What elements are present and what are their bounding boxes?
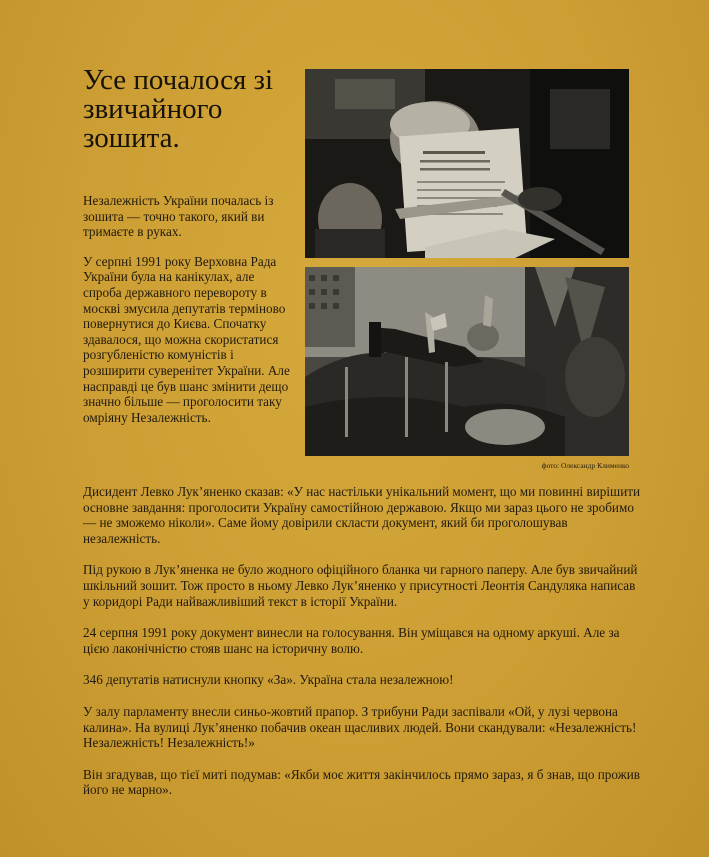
photo-crowd-celebration: [305, 267, 629, 456]
intro-text: [83, 193, 295, 439]
body-text: [83, 484, 643, 814]
body-paragraph: У залу парламенту внесли синьо-жовтий прапор. З трибуни Ради заспівали «Ой, у лузі червона калина». На вулиці Лук’яненко побачив океан щасливих людей. Вони скандували: «Незалежність! Незалежність! Незалежність!»: [83, 703, 637, 751]
photo-caption: фото: Олександр Клименко: [541, 461, 629, 470]
photo-crowd-image: [305, 267, 629, 456]
photo-speaker-with-document: [305, 69, 629, 258]
page-title: Усе почалося зі звичайного зошита.: [83, 64, 274, 154]
body-paragraph: 24 серпня 1991 року документ винесли на голосування. Він уміщався на одному аркуші. Але за цією лаконічністю стояв шанс на історичну волю.: [83, 625, 620, 656]
body-paragraph: Дисидент Левко Лук’яненко сказав: «У нас настільки унікальний момент, що ми повинні вирішити основне завдання: проголосити Україну самостійною державою. Якщо ми зараз цього не зробимо — не зможемо ніколи». Саме йому довірили скласти документ, який би проголошував незалежність.: [83, 484, 641, 546]
body-paragraph: Під рукою в Лук’яненка не було жодного офіційного бланка чи гарного паперу. Але був звичайний шкільний зошит. Тож просто в ньому Левко Лук’яненко у присутності Леонтія Сандуляка написав у коридорі Ради найважливіший текст в історії України.: [83, 562, 638, 609]
intro-paragraph: У серпні 1991 року Верховна Рада України була на канікулах, але спроба державного перевороту в москві змусила депутатів терміново повернутися до Києва. Спочатку здавалося, що можна скористатися розгубленістю комуністів і розширити суверенітет України. Але насправді це був шанс змінити дещо значно більше — проголосити таку омріяну Незалежність.: [83, 253, 290, 425]
intro-paragraph: Незалежність України почалась із зошита — точно такого, який ви тримаєте в руках.: [83, 193, 274, 240]
photo-speaker-image: [305, 69, 629, 258]
body-paragraph: 346 депутатів натиснули кнопку «За». Україна стала незалежною!: [83, 672, 454, 688]
body-paragraph: Він згадував, що тієї миті подумав: «Якби моє життя закінчилось прямо зараз, я б знав, що прожив його не марно».: [83, 766, 641, 798]
